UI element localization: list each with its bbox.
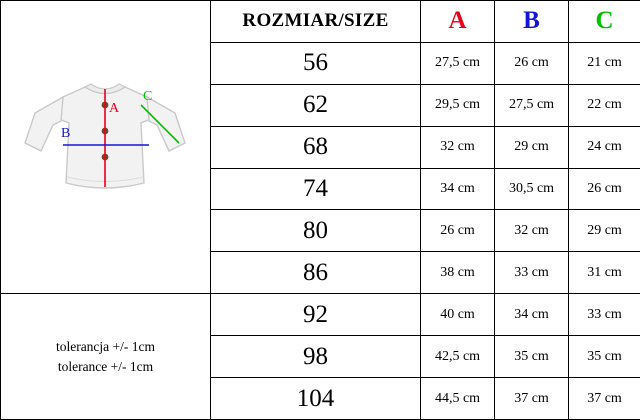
header-col-c: C [569,1,640,43]
row-value-a: 29,5 cm [421,84,495,126]
row-value-b: 32 cm [495,210,569,252]
row-size: 86 [211,252,421,294]
row-value-c: 29 cm [569,210,640,252]
label-c: C [143,89,153,104]
row-value-b: 33 cm [495,252,569,294]
row-value-a: 44,5 cm [421,378,495,420]
table-row [1,294,640,336]
row-size: 92 [211,294,421,336]
garment-illustration-cell [1,1,211,294]
row-value-b: 26 cm [495,42,569,84]
row-value-a: 27,5 cm [421,42,495,84]
row-size: 56 [211,42,421,84]
garment-diagram-svg [1,1,209,291]
row-value-b: 37 cm [495,378,569,420]
header-col-a: A [421,1,495,43]
row-value-b: 30,5 cm [495,168,569,210]
row-value-b: 34 cm [495,294,569,336]
header-col-b: B [495,1,569,43]
row-size: 80 [211,210,421,252]
row-value-a: 40 cm [421,294,495,336]
row-value-a: 34 cm [421,168,495,210]
garment-illustration [1,1,209,293]
row-value-c: 37 cm [569,378,640,420]
row-value-a: 26 cm [421,210,495,252]
row-value-c: 35 cm [569,336,640,378]
header-size-label: ROZMIAR/SIZE [211,1,421,43]
row-size: 68 [211,126,421,168]
row-value-b: 29 cm [495,126,569,168]
row-value-a: 38 cm [421,252,495,294]
row-size: 98 [211,336,421,378]
tolerance-note [1,294,211,420]
tolerance-line-pl: tolerancja +/- 1cm [55,339,156,355]
row-value-c: 33 cm [569,294,640,336]
label-b: B [61,126,71,141]
row-value-c: 24 cm [569,126,640,168]
row-size: 104 [211,378,421,420]
tolerance-line-en: tolerance +/- 1cm [57,358,154,374]
table-header-row [1,1,640,43]
row-size: 62 [211,84,421,126]
row-value-c: 22 cm [569,84,640,126]
row-value-c: 26 cm [569,168,640,210]
row-value-c: 21 cm [569,42,640,84]
row-value-a: 42,5 cm [421,336,495,378]
row-size: 74 [211,168,421,210]
label-a: A [109,101,120,116]
row-value-b: 27,5 cm [495,84,569,126]
row-value-a: 32 cm [421,126,495,168]
row-value-c: 31 cm [569,252,640,294]
row-value-b: 35 cm [495,336,569,378]
